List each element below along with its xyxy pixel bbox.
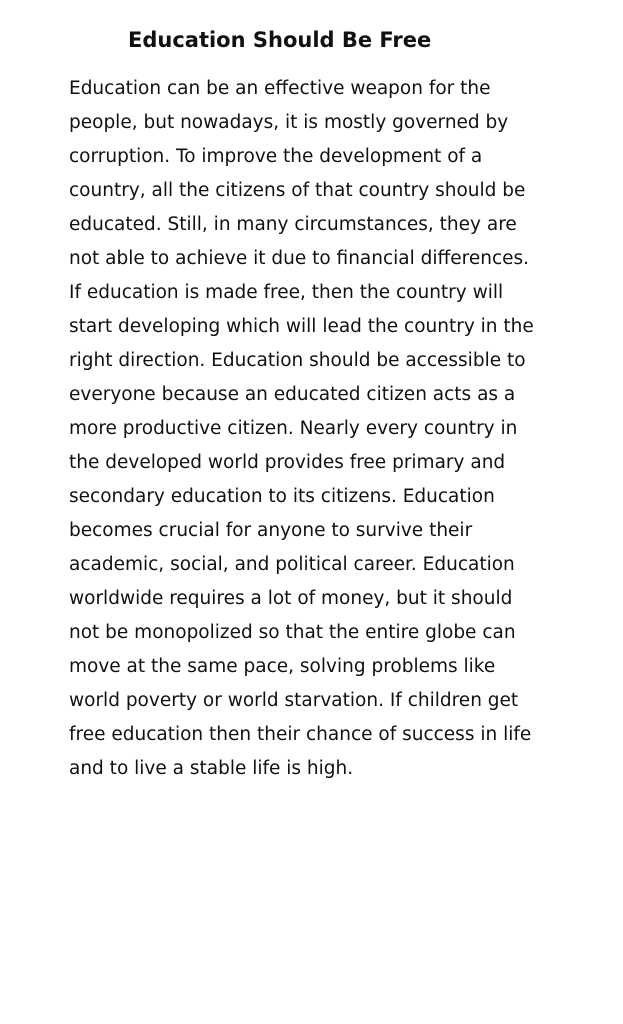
paragraph-line: more productive citizen. Nearly every country in	[69, 418, 518, 439]
paragraph-line: people, but nowadays, it is mostly governed by	[69, 112, 509, 133]
paragraph-line: corruption. To improve the development of a	[69, 146, 483, 167]
paragraph-line: not able to achieve it due to financial differences.	[69, 248, 530, 269]
paragraph-line: everyone because an educated citizen acts as a	[69, 384, 516, 405]
paragraph-line: worldwide requires a lot of money, but it should	[69, 588, 513, 609]
paragraph-line: start developing which will lead the country in the	[69, 316, 534, 337]
paragraph-line: If education is made free, then the country will	[69, 282, 504, 303]
essay-paragraph	[69, 72, 534, 786]
paragraph-line: academic, social, and political career. Education	[69, 554, 515, 575]
paragraph-line: becomes crucial for anyone to survive their	[69, 520, 473, 541]
paragraph-line: the developed world provides free primary and	[69, 452, 506, 473]
paragraph-line: secondary education to its citizens. Education	[69, 486, 495, 507]
paragraph-line: free education then their chance of success in life	[69, 724, 532, 745]
paragraph-line: world poverty or world starvation. If children get	[69, 690, 519, 711]
paragraph-line: and to live a stable life is high.	[69, 758, 354, 779]
paragraph-line: not be monopolized so that the entire globe can	[69, 622, 516, 643]
paragraph-line: country, all the citizens of that country should be	[69, 180, 526, 201]
paragraph-line: right direction. Education should be accessible to	[69, 350, 526, 371]
paragraph-line: Education can be an effective weapon for the	[69, 78, 491, 99]
paragraph-line: move at the same pace, solving problems like	[69, 656, 496, 677]
paragraph-line: educated. Still, in many circumstances, they are	[69, 214, 517, 235]
document-title: Education Should Be Free	[128, 28, 432, 52]
